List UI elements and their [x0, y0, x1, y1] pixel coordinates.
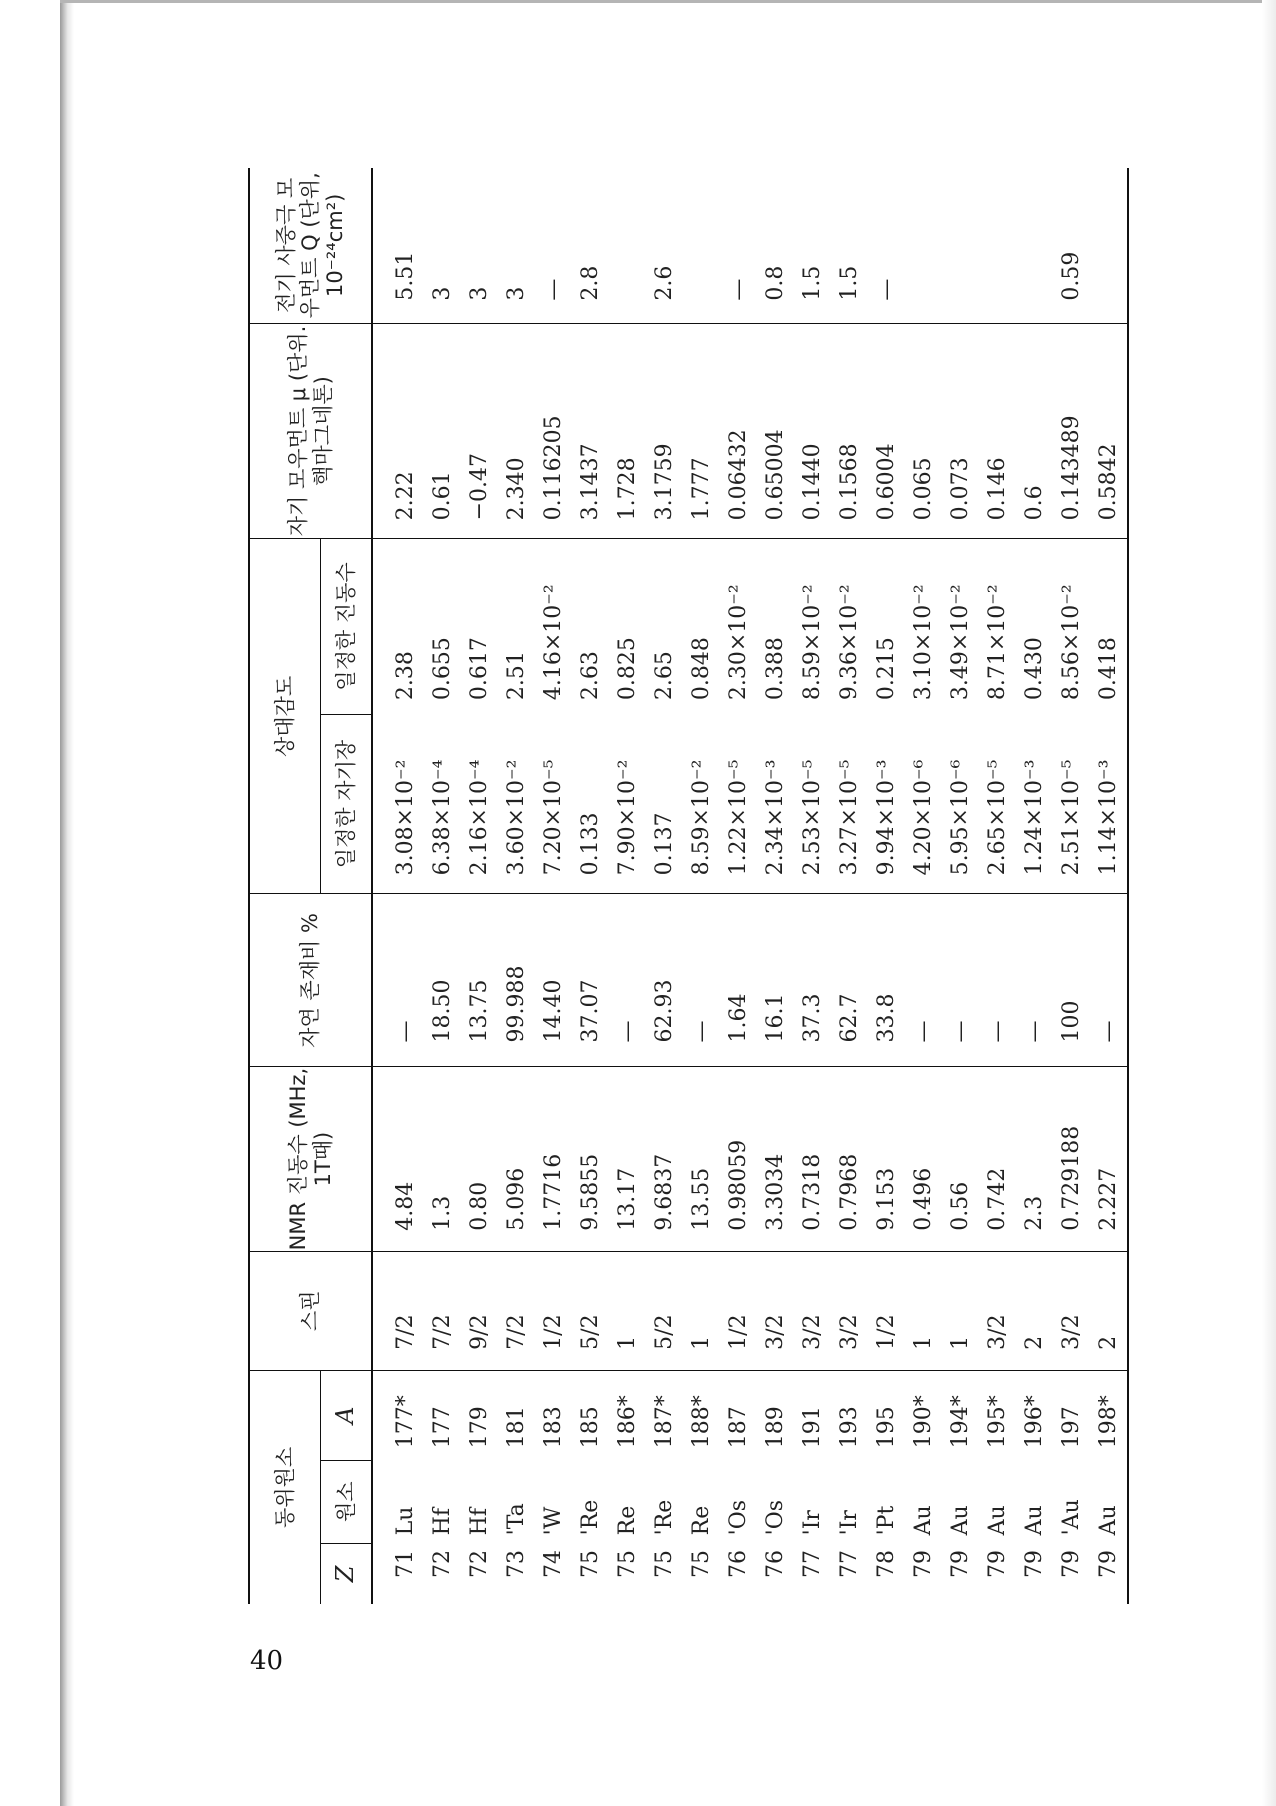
- mass-number-cell: 181: [504, 1406, 529, 1449]
- element-cell: 'W: [541, 1506, 566, 1536]
- element-cell: Re: [615, 1505, 640, 1536]
- quadrupole-moment-cell: 0.8: [757, 168, 794, 323]
- table-row: [831, 168, 868, 1604]
- element-cell: Au: [985, 1505, 1010, 1536]
- z-cell: 71: [393, 1550, 418, 1578]
- rel-same-freq-cell: 9.36×10⁻²: [837, 584, 862, 701]
- rel-same-field-cell: 2.53×10⁻⁵: [794, 714, 831, 894]
- rel-same-field-cell: 2.34×10⁻³: [757, 714, 794, 894]
- quadrupole-moment-cell: 3: [498, 168, 535, 323]
- z-cell: 79: [985, 1550, 1010, 1578]
- abundance-cell: —: [609, 894, 646, 1067]
- mass-number-cell: 177: [430, 1406, 455, 1449]
- mass-number-cell: 198*: [1096, 1395, 1121, 1449]
- quadrupole-moment-cell: 3: [424, 168, 461, 323]
- quadrupole-moment-cell: 0.59: [1053, 168, 1090, 323]
- rel-same-field-cell: 2.65×10⁻⁵: [979, 714, 1016, 894]
- z-cell: 79: [1096, 1550, 1121, 1578]
- abundance-cell: 14.40: [535, 894, 572, 1067]
- magnetic-moment-cell: 0.6004: [868, 323, 905, 539]
- mass-number-cell: 189: [763, 1406, 788, 1449]
- mass-number-cell: 194*: [948, 1395, 973, 1449]
- mass-number-cell: 183: [541, 1406, 566, 1449]
- rel-same-field-cell: 5.95×10⁻⁶: [942, 714, 979, 894]
- element-cell: 'Re: [578, 1499, 603, 1536]
- magnetic-moment-cell: 0.6: [1016, 323, 1053, 539]
- rel-same-field-cell: 6.38×10⁻⁴: [424, 714, 461, 894]
- mass-number-cell: 195*: [985, 1395, 1010, 1449]
- isotope-group-header: 동위원소: [272, 1446, 297, 1528]
- page-number: 40: [250, 1646, 284, 1676]
- rel-same-field-header: 일정한 자기장: [321, 714, 373, 894]
- rel-same-field-cell: 1.14×10⁻³: [1090, 714, 1128, 894]
- rel-same-freq-cell: 2.30×10⁻²: [726, 584, 751, 701]
- element-cell: Au: [911, 1505, 936, 1536]
- abundance-cell: 16.1: [757, 894, 794, 1067]
- table-row: [609, 168, 646, 1604]
- z-cell: 72: [430, 1550, 455, 1578]
- rel-same-freq-cell: 0.430: [1022, 637, 1047, 701]
- element-header: 원소: [321, 1460, 373, 1543]
- rel-same-freq-cell: 0.418: [1096, 637, 1121, 701]
- rel-same-field-cell: 8.59×10⁻²: [683, 714, 720, 894]
- abundance-cell: 99.988: [498, 894, 535, 1067]
- spin-cell: 1/2: [868, 1251, 905, 1370]
- nmr-frequency-cell: 5.096: [498, 1067, 535, 1251]
- table-row: [979, 168, 1016, 1604]
- magnetic-moment-cell: 0.5842: [1090, 323, 1128, 539]
- nmr-frequency-cell: 13.17: [609, 1067, 646, 1251]
- table-row: [461, 168, 498, 1604]
- rel-same-freq-cell: 8.59×10⁻²: [800, 584, 825, 701]
- spin-cell: 1: [683, 1251, 720, 1370]
- rel-same-freq-cell: 2.38: [393, 651, 418, 701]
- table-row: [720, 168, 757, 1604]
- abundance-cell: 18.50: [424, 894, 461, 1067]
- rel-same-field-cell: 2.16×10⁻⁴: [461, 714, 498, 894]
- spin-cell: 7/2: [424, 1251, 461, 1370]
- quadrupole-moment-cell: 5.51: [372, 168, 424, 323]
- element-cell: 'Os: [726, 1499, 751, 1536]
- abundance-cell: 100: [1053, 894, 1090, 1067]
- table-row: [646, 168, 683, 1604]
- mass-number-cell: 179: [467, 1406, 492, 1449]
- mass-number-cell: 187*: [652, 1395, 677, 1449]
- element-cell: Lu: [393, 1506, 418, 1536]
- quadrupole-moment-cell: 3: [461, 168, 498, 323]
- rotated-table-wrapper: [248, 168, 1121, 1604]
- spin-cell: 1/2: [535, 1251, 572, 1370]
- mass-number-cell: 195: [874, 1406, 899, 1449]
- quadrupole-moment-cell: [1090, 168, 1128, 323]
- nmr-frequency-cell: 0.56: [942, 1067, 979, 1251]
- table-row: [498, 168, 535, 1604]
- table-row: [683, 168, 720, 1604]
- table-row: [942, 168, 979, 1604]
- nmr-frequency-cell: 0.496: [905, 1067, 942, 1251]
- nmr-frequency-header: NMR 진동수 (MHz, 1T때): [249, 1067, 372, 1251]
- rel-same-freq-cell: 0.388: [763, 637, 788, 701]
- rel-same-freq-cell: 2.51: [504, 651, 529, 701]
- mass-number-cell: 188*: [689, 1395, 714, 1449]
- quadrupole-moment-header: 전기 사중극 모우먼트 Q (단위, 10⁻²⁴cm²): [249, 168, 372, 323]
- spin-cell: 1: [942, 1251, 979, 1370]
- z-cell: 79: [948, 1550, 973, 1578]
- table-row: [572, 168, 609, 1604]
- quadrupole-moment-cell: [1016, 168, 1053, 323]
- abundance-cell: 37.3: [794, 894, 831, 1067]
- table-row: [1090, 168, 1128, 1604]
- mass-number-cell: 196*: [1022, 1395, 1047, 1449]
- a-header: A: [321, 1370, 373, 1460]
- magnetic-moment-cell: 0.1440: [794, 323, 831, 539]
- rel-same-freq-header: 일정한 진동수: [321, 539, 373, 714]
- quadrupole-moment-cell: [683, 168, 720, 323]
- abundance-cell: —: [979, 894, 1016, 1067]
- mass-number-cell: 197: [1059, 1406, 1084, 1449]
- element-cell: Hf: [467, 1508, 492, 1536]
- magnetic-moment-cell: 3.1759: [646, 323, 683, 539]
- mass-number-cell: 187: [726, 1406, 751, 1449]
- nmr-frequency-cell: 9.5855: [572, 1067, 609, 1251]
- rel-same-freq-cell: 4.16×10⁻²: [541, 584, 566, 701]
- spin-cell: 1/2: [720, 1251, 757, 1370]
- z-cell: 76: [726, 1550, 751, 1578]
- spin-cell: 9/2: [461, 1251, 498, 1370]
- magnetic-moment-cell: 1.777: [683, 323, 720, 539]
- table-row: [424, 168, 461, 1604]
- quadrupole-moment-cell: 2.6: [646, 168, 683, 323]
- rel-same-freq-cell: 0.825: [615, 637, 640, 701]
- mass-number-cell: 193: [837, 1406, 862, 1449]
- nmr-frequency-cell: 9.153: [868, 1067, 905, 1251]
- z-cell: 73: [504, 1550, 529, 1578]
- magnetic-moment-cell: 3.1437: [572, 323, 609, 539]
- rel-same-field-cell: 3.27×10⁻⁵: [831, 714, 868, 894]
- rel-same-freq-cell: 3.10×10⁻²: [911, 584, 936, 701]
- abundance-cell: 37.07: [572, 894, 609, 1067]
- quadrupole-moment-cell: [609, 168, 646, 323]
- spin-cell: 7/2: [498, 1251, 535, 1370]
- nmr-frequency-cell: 2.3: [1016, 1067, 1053, 1251]
- rel-same-field-cell: 4.20×10⁻⁶: [905, 714, 942, 894]
- magnetic-moment-cell: 0.61: [424, 323, 461, 539]
- rel-same-freq-cell: 3.49×10⁻²: [948, 584, 973, 701]
- element-cell: Hf: [430, 1508, 455, 1536]
- nmr-frequency-cell: 13.55: [683, 1067, 720, 1251]
- abundance-cell: —: [905, 894, 942, 1067]
- table-row: [868, 168, 905, 1604]
- z-cell: 77: [800, 1550, 825, 1578]
- spin-header: 스핀: [249, 1251, 372, 1370]
- table-row: [1016, 168, 1053, 1604]
- element-cell: 'Pt: [874, 1505, 899, 1536]
- abundance-cell: —: [372, 894, 424, 1067]
- quadrupole-moment-cell: 1.5: [794, 168, 831, 323]
- spin-cell: 3/2: [794, 1251, 831, 1370]
- magnetic-moment-cell: 0.116205: [535, 323, 572, 539]
- z-cell: 79: [1022, 1550, 1047, 1578]
- magnetic-moment-header: 자기 모우먼트 μ (단위. 핵마그네톤): [249, 323, 372, 539]
- rel-same-field-cell: 3.08×10⁻²: [372, 714, 424, 894]
- spin-cell: 2: [1090, 1251, 1128, 1370]
- nmr-frequency-cell: 0.80: [461, 1067, 498, 1251]
- spin-cell: 5/2: [572, 1251, 609, 1370]
- rel-same-field-cell: 7.20×10⁻⁵: [535, 714, 572, 894]
- z-cell: 72: [467, 1550, 492, 1578]
- magnetic-moment-cell: 0.146: [979, 323, 1016, 539]
- table-row: [1053, 168, 1090, 1604]
- quadrupole-moment-cell: [905, 168, 942, 323]
- element-cell: 'Ta: [504, 1503, 529, 1536]
- mass-number-cell: 177*: [393, 1395, 418, 1449]
- nmr-frequency-cell: 3.3034: [757, 1067, 794, 1251]
- spin-cell: 3/2: [979, 1251, 1016, 1370]
- magnetic-moment-cell: 1.728: [609, 323, 646, 539]
- element-cell: 'Ir: [800, 1510, 825, 1536]
- spin-cell: 3/2: [1053, 1251, 1090, 1370]
- abundance-cell: 62.7: [831, 894, 868, 1067]
- relative-sensitivity-group-header: 상대감도: [249, 539, 321, 894]
- rel-same-field-cell: 2.51×10⁻⁵: [1053, 714, 1090, 894]
- magnetic-moment-cell: 0.06432: [720, 323, 757, 539]
- z-cell: 75: [615, 1550, 640, 1578]
- rel-same-freq-cell: 0.617: [467, 637, 492, 701]
- nmr-frequency-cell: 1.3: [424, 1067, 461, 1251]
- spin-cell: 1: [905, 1251, 942, 1370]
- z-cell: 76: [763, 1550, 788, 1578]
- isotope-nmr-table: [248, 168, 1129, 1604]
- rel-same-field-cell: 9.94×10⁻³: [868, 714, 905, 894]
- abundance-cell: 1.64: [720, 894, 757, 1067]
- magnetic-moment-cell: 0.065: [905, 323, 942, 539]
- quadrupole-moment-cell: 1.5: [831, 168, 868, 323]
- z-cell: 74: [541, 1550, 566, 1578]
- rel-same-freq-cell: 0.655: [430, 637, 455, 701]
- spin-cell: 5/2: [646, 1251, 683, 1370]
- table-row: [372, 168, 424, 1604]
- quadrupole-moment-cell: —: [720, 168, 757, 323]
- table-row: [535, 168, 572, 1604]
- abundance-cell: —: [1090, 894, 1128, 1067]
- page-left-edge: [60, 0, 74, 1806]
- mass-number-cell: 185: [578, 1406, 603, 1449]
- abundance-header: 자연 존재비 %: [249, 894, 372, 1067]
- z-cell: 75: [689, 1550, 714, 1578]
- rel-same-freq-cell: 2.63: [578, 651, 603, 701]
- nmr-frequency-cell: 4.84: [372, 1067, 424, 1251]
- table-row: [794, 168, 831, 1604]
- nmr-frequency-cell: 0.729188: [1053, 1067, 1090, 1251]
- abundance-cell: —: [942, 894, 979, 1067]
- rel-same-field-cell: 7.90×10⁻²: [609, 714, 646, 894]
- nmr-frequency-cell: 9.6837: [646, 1067, 683, 1251]
- spin-cell: 3/2: [757, 1251, 794, 1370]
- mass-number-cell: 190*: [911, 1395, 936, 1449]
- nmr-frequency-cell: 0.7318: [794, 1067, 831, 1251]
- element-cell: Au: [1022, 1505, 1047, 1536]
- nmr-frequency-cell: 0.7968: [831, 1067, 868, 1251]
- z-cell: 75: [578, 1550, 603, 1578]
- quadrupole-moment-cell: [979, 168, 1016, 323]
- abundance-cell: 33.8: [868, 894, 905, 1067]
- magnetic-moment-cell: 2.340: [498, 323, 535, 539]
- rel-same-field-cell: 3.60×10⁻²: [498, 714, 535, 894]
- rel-same-freq-cell: 0.215: [874, 637, 899, 701]
- element-cell: Au: [948, 1505, 973, 1536]
- mass-number-cell: 186*: [615, 1395, 640, 1449]
- rel-same-field-cell: 0.133: [572, 714, 609, 894]
- magnetic-moment-cell: 0.65004: [757, 323, 794, 539]
- nmr-frequency-cell: 2.227: [1090, 1067, 1128, 1251]
- spin-cell: 1: [609, 1251, 646, 1370]
- magnetic-moment-cell: 0.1568: [831, 323, 868, 539]
- page-right-edge: [1262, 0, 1276, 1806]
- abundance-cell: —: [683, 894, 720, 1067]
- rel-same-freq-cell: 8.71×10⁻²: [985, 584, 1010, 701]
- table-body: [372, 168, 1128, 1604]
- z-cell: 79: [911, 1550, 936, 1578]
- abundance-cell: 13.75: [461, 894, 498, 1067]
- magnetic-moment-cell: 0.143489: [1053, 323, 1090, 539]
- spin-cell: 7/2: [372, 1251, 424, 1370]
- rel-same-freq-cell: 8.56×10⁻²: [1059, 584, 1084, 701]
- table-row: [905, 168, 942, 1604]
- magnetic-moment-cell: 0.073: [942, 323, 979, 539]
- rel-same-freq-cell: 0.848: [689, 637, 714, 701]
- mass-number-cell: 191: [800, 1406, 825, 1449]
- z-header: Z: [321, 1543, 373, 1604]
- element-cell: Au: [1096, 1505, 1121, 1536]
- table-row: [757, 168, 794, 1604]
- quadrupole-moment-cell: —: [535, 168, 572, 323]
- nmr-frequency-cell: 0.742: [979, 1067, 1016, 1251]
- page-top-edge: [60, 0, 1276, 3]
- rel-same-field-cell: 1.24×10⁻³: [1016, 714, 1053, 894]
- z-cell: 79: [1059, 1550, 1084, 1578]
- element-cell: 'Au: [1059, 1499, 1084, 1536]
- nmr-frequency-cell: 0.98059: [720, 1067, 757, 1251]
- z-cell: 75: [652, 1550, 677, 1578]
- magnetic-moment-cell: −0.47: [461, 323, 498, 539]
- element-cell: Re: [689, 1505, 714, 1536]
- magnetic-moment-cell: 2.22: [372, 323, 424, 539]
- abundance-cell: —: [1016, 894, 1053, 1067]
- abundance-cell: 62.93: [646, 894, 683, 1067]
- spin-cell: 2: [1016, 1251, 1053, 1370]
- nmr-frequency-cell: 1.7716: [535, 1067, 572, 1251]
- rel-same-field-cell: 1.22×10⁻⁵: [720, 714, 757, 894]
- rel-same-field-cell: 0.137: [646, 714, 683, 894]
- element-cell: 'Re: [652, 1499, 677, 1536]
- z-cell: 77: [837, 1550, 862, 1578]
- element-cell: 'Ir: [837, 1510, 862, 1536]
- element-cell: 'Os: [763, 1499, 788, 1536]
- rel-same-freq-cell: 2.65: [652, 651, 677, 701]
- quadrupole-moment-cell: 2.8: [572, 168, 609, 323]
- quadrupole-moment-cell: —: [868, 168, 905, 323]
- z-cell: 78: [874, 1550, 899, 1578]
- quadrupole-moment-cell: [942, 168, 979, 323]
- spin-cell: 3/2: [831, 1251, 868, 1370]
